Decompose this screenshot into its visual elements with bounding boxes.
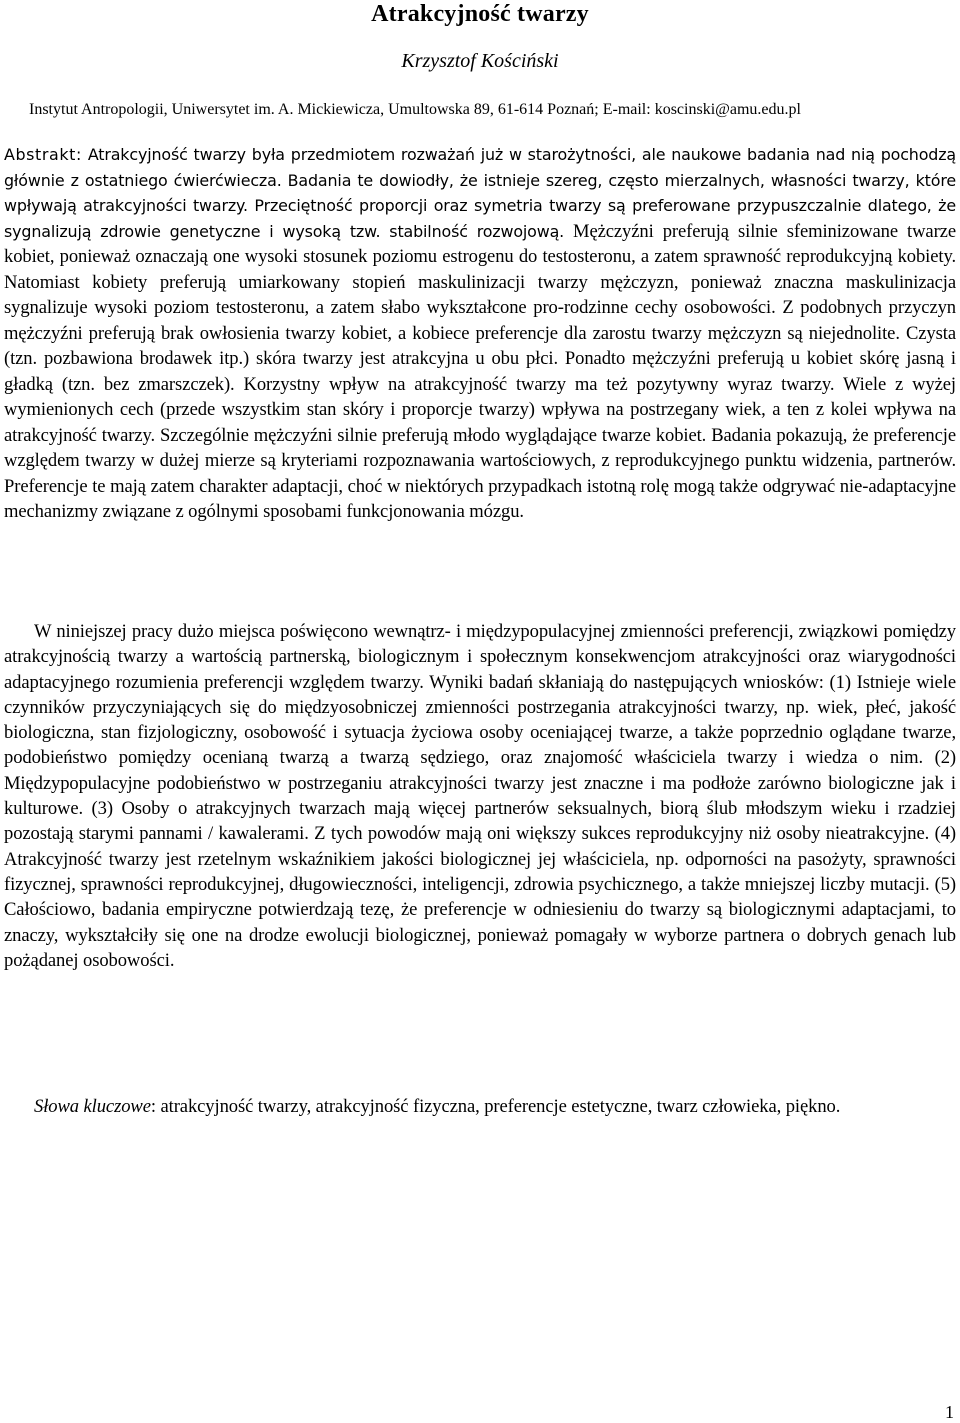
keywords-paragraph [4, 1094, 956, 1120]
abstract-text-sans: Atrakcyjność twarzy była przedmiotem rozważań już w starożytności, ale naukowe badania nad nią pochodzą głównie z ostatniego ćwierćwiecza. Badania te dowiodły, że istnieje szereg, często mierzalnych, własności twarzy, które wpływają atrakcyjności twarzy. Przeciętność proporcji oraz symetria twarzy są preferowane przypuszczalnie dlatego, że sygnalizują zdrowie genetyczne i wysoką tzw. stabilność rozwojową. [4, 145, 956, 241]
paper-author: Krzysztof Kościński [401, 50, 559, 72]
page-number: 1 [945, 1402, 954, 1422]
abstract-label: Abstrakt: [4, 145, 82, 164]
paper-title: Atrakcyjność twarzy [371, 1, 589, 27]
keywords-label: Słowa kluczowe [34, 1096, 151, 1117]
body-paragraph: W niniejszej pracy dużo miejsca poświęcono wewnątrz- i międzypopulacyjnej zmienności preferencji, związkowi pomiędzy atrakcyjnością twarzy a wartością partnerską, biologicznym i społecznym konsekwencjom atrakcyjności oraz wiarygodności adaptacyjnego rozumienia preferencji względem twarzy. Wyniki badań skłaniają do następujących wniosków: (1) Istnieje wiele czynników przyczyniających się do międzyosobniczej zmienności postrzegania atrakcyjności twarzy, np. wiek, płeć, jakość biologiczna, stan fizjologiczny, osobowość i sytuacja życiowa osoby oceniającej twarze, a także poprzednio oglądane twarze, podobieństwo pomiędzy ocenianą twarzą a twarzą sędziego, oraz znajomość właściciela twarzy i wiedza o nim. (2) Międzypopulacyjne podobieństwo w postrzeganiu atrakcyjności twarzy jest znaczne i ma podłoże zarówno biologiczne jak i kulturowe. (3) Osoby o atrakcyjnych twarzach mają więcej partnerów seksualnych, biorą ślub młodszym wieku i rzadziej pozostają starymi pannami / kawalerami. Z tych powodów mają oni większy sukces reprodukcyjny niż osoby nieatrakcyjne. (4) Atrakcyjność twarzy jest rzetelnym wskaźnikiem jakości biologicznej jej właściciela, np. odporności na pasożyty, sprawności fizycznej, sprawności reprodukcyjnej, długowieczności, inteligencji, zdrowia psychicznego, a także mniejszej liczby mutacji. (5) Całościowo, badania empiryczne potwierdzają tezę, że preferencje w odniesieniu do twarzy są biologicznymi adaptacjami, to znaczy, wykształciły się one na drodze ewolucji biologicznej, ponieważ pomagały w wyborze partnera o dobrych genach lub pożądanej osobowości. [4, 621, 956, 971]
abstract-paragraph [4, 142, 956, 525]
paper-affiliation: Instytut Antropologii, Uniwersytet im. A. Mickiewicza, Umultowska 89, 61-614 Poznań; E-mail: koscinski@amu.edu.pl [29, 101, 801, 118]
abstract-text-serif: Mężczyźni preferują silnie sfeminizowane twarze kobiet, ponieważ oznaczają one wysoki stosunek poziomu estrogenu do testosteronu, a zatem sprawność reprodukcyjną kobiety. Natomiast kobiety preferują umiarkowany stopień maskulinizacji twarzy mężczyzn, ponieważ znaczna maskulinizacja sygnalizuje wysoki poziom testosteronu, a zatem słabo wykształcone pro-rodzinne cechy osobowości. Z podobnych przyczyn mężczyźni preferują brak owłosienia twarzy kobiet, a kobiece preferencje dla zarostu twarzy mężczyzn są niejednolite. Czysta (tzn. pozbawiona brodawek itp.) skóra twarzy jest atrakcyjna u obu płci. Ponadto mężczyźni preferują u kobiet skórę jasną i gładką (tzn. bez zmarszczek). Korzystny wpływ na atrakcyjność twarzy ma też pozytywny wyraz twarzy. Wiele z wyżej wymienionych cech (przede wszystkim stan skóry i proporcje twarzy) wpływa na postrzegany wiek, a ten z kolei wpływa na atrakcyjność twarzy. Szczególnie mężczyźni silnie preferują młodo wyglądające twarze kobiet. Badania pokazują, że preferencje względem twarzy w dużej mierze są kryteriami rozpoznawania wartościowych, z reprodukcyjnego punktu widzenia, partnerów. Preferencje te mają zatem charakter adaptacji, choć w niektórych przypadkach istotną rolę mogą także odgrywać nie-adaptacyjne mechanizmy związane z ogólnymi sposobami funkcjonowania mózgu. [4, 220, 956, 522]
keywords-text: : atrakcyjność twarzy, atrakcyjność fizyczna, preferencje estetyczne, twarz człowieka, piękno. [150, 1096, 841, 1117]
